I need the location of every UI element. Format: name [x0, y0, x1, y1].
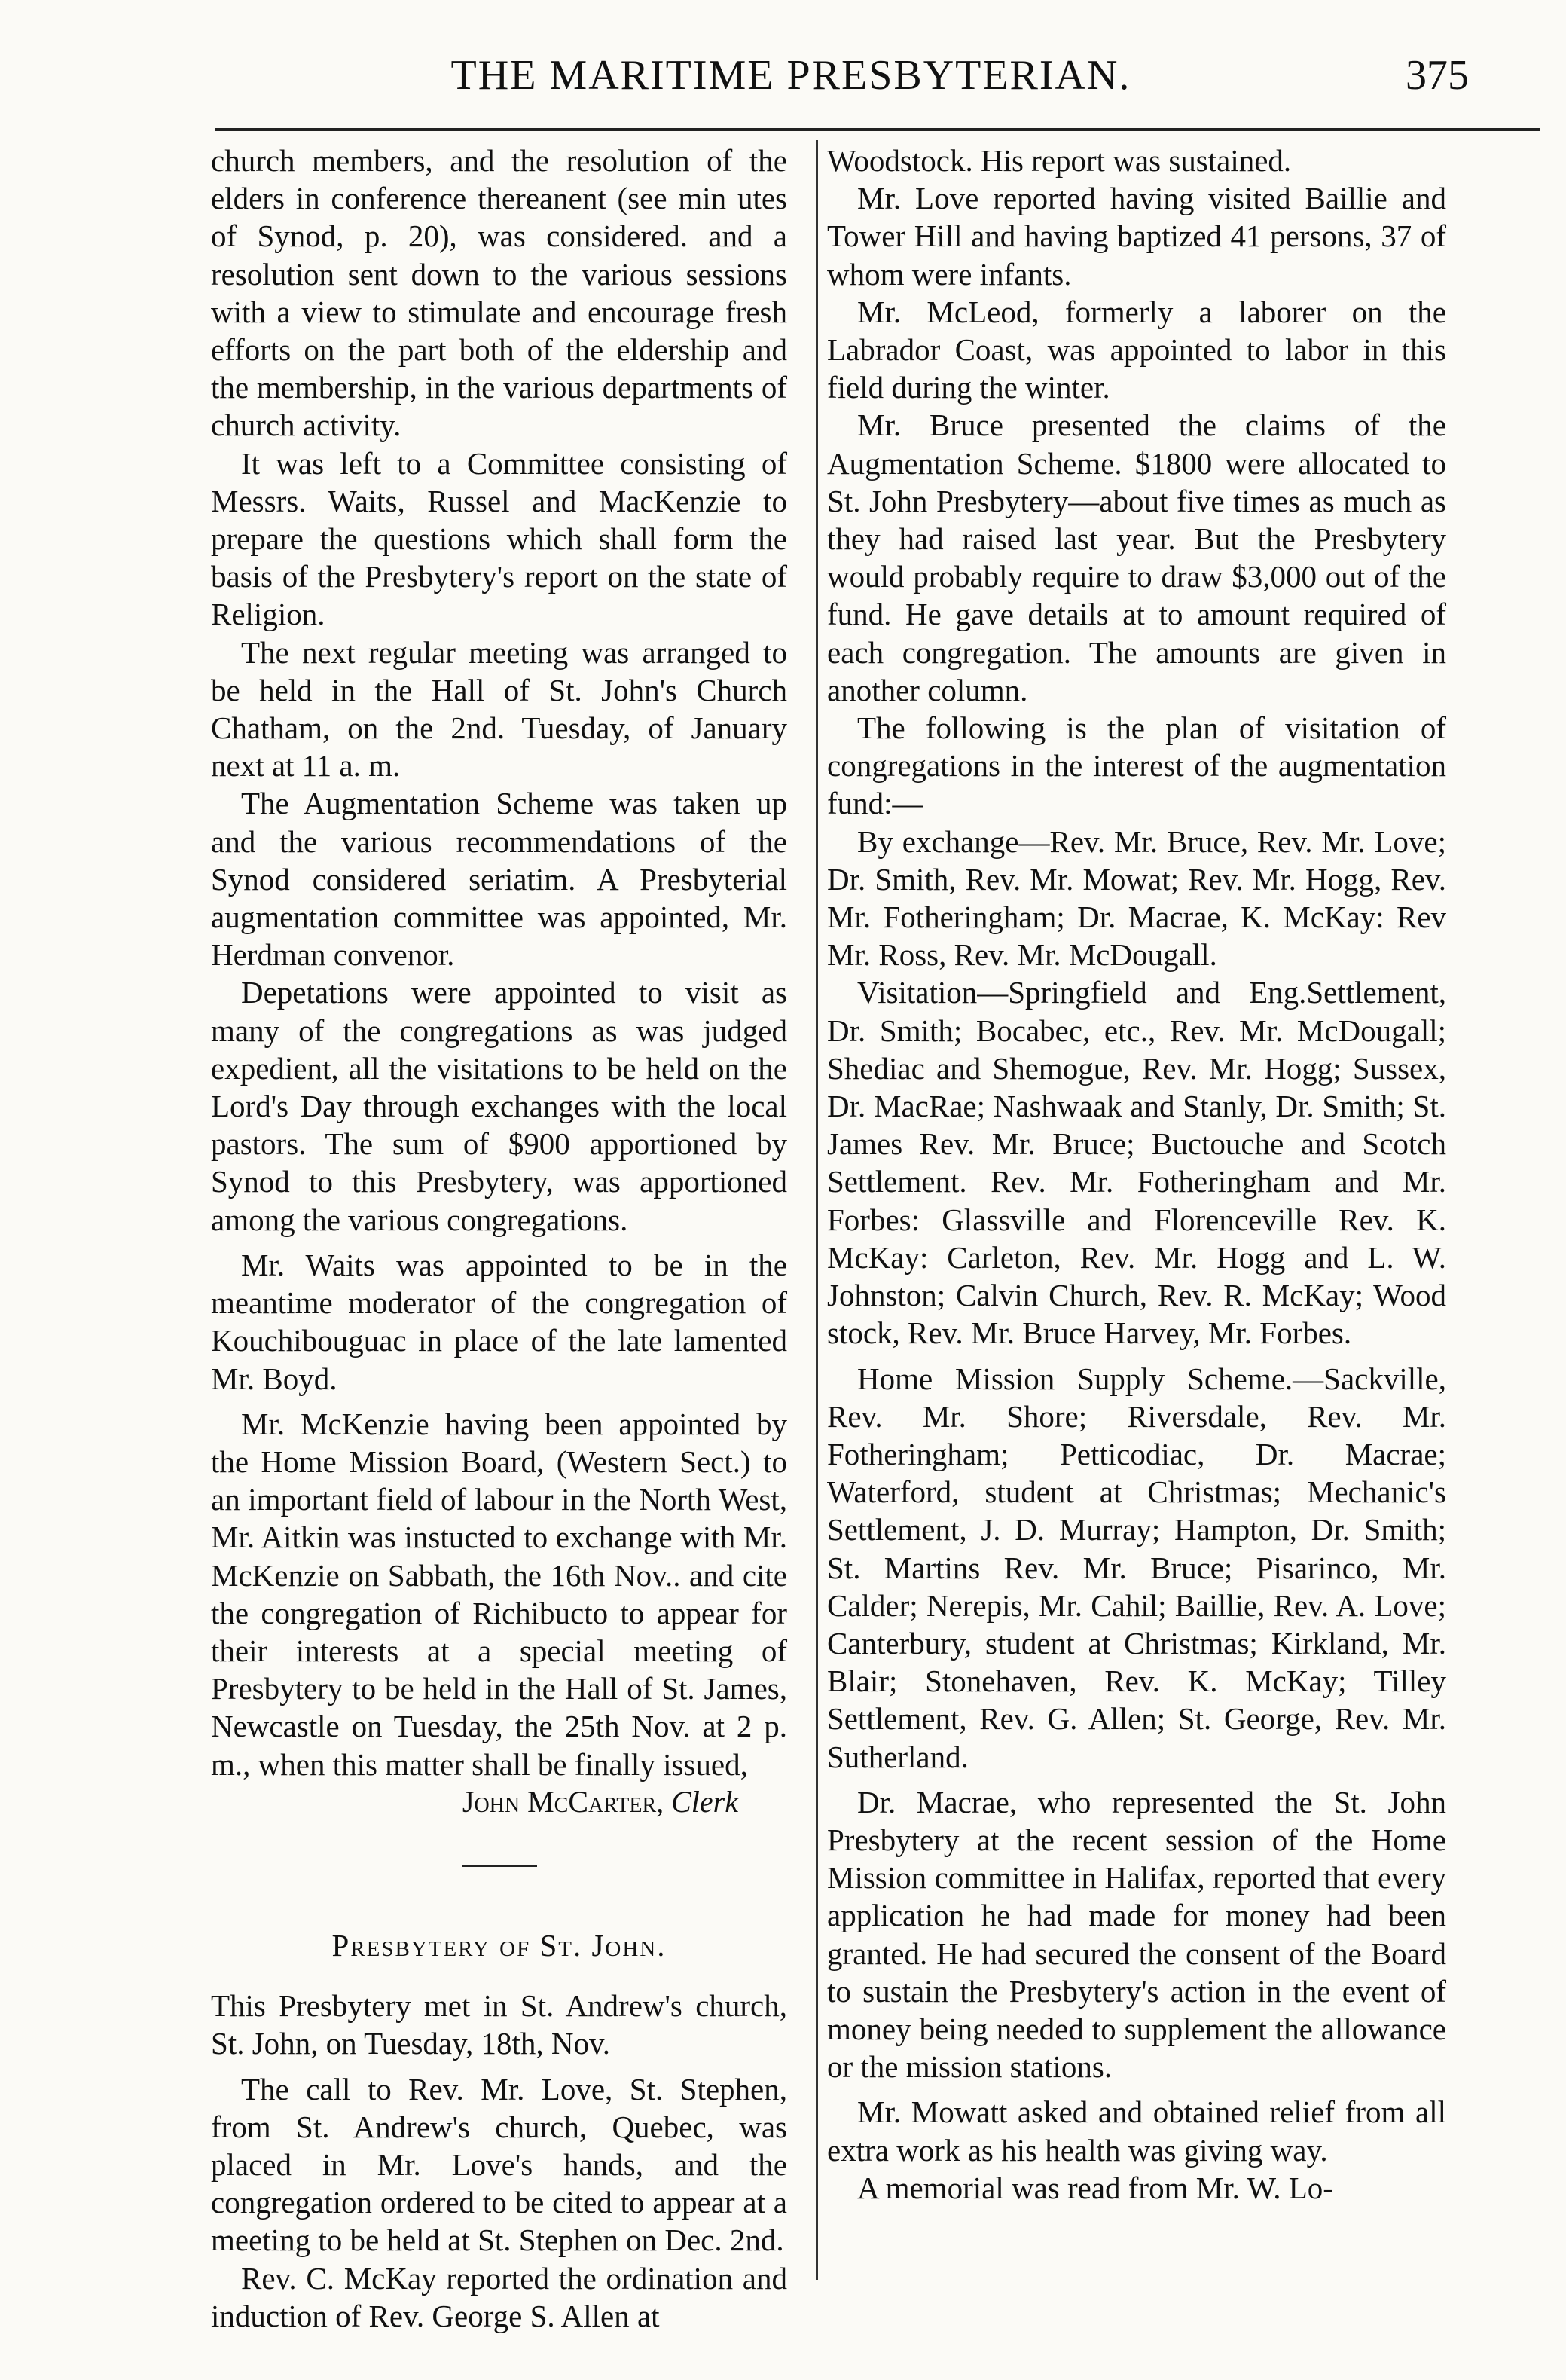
- paragraph: Dr. Macrae, who represented the St. John Presbytery at the recent session of the Home Mission committee in Halifax, reported that every application he had made for money had been granted. He had secured the consent of the Board to sustain the Presbytery's action in the event of money being needed to supplement the allowance or the mission stations.: [827, 1784, 1446, 2085]
- paragraph: By exchange—Rev. Mr. Bruce, Rev. Mr. Love; Dr. Smith, Rev. Mr. Mowat; Rev. Mr. Hogg, Rev. Mr. Fotheringham; Dr. Macrae, K. McKay: Rev Mr. Ross, Rev. Mr. McDougall.: [827, 823, 1446, 973]
- header-rule: [215, 128, 1540, 131]
- paragraph: It was left to a Committee consisting of Messrs. Waits, Russel and MacKenzie to prepare the questions which shall form the basis of the Presbytery's report on the state of Religion.: [211, 445, 787, 632]
- journal-title: THE MARITIME PRESBYTERIAN.: [450, 52, 1131, 99]
- clerk-signature: [211, 1783, 787, 1821]
- running-header: [98, 45, 1484, 113]
- section-heading: Presbytery of St. John.: [331, 1927, 667, 1963]
- paragraph: A memorial was read from Mr. W. Lo-: [857, 2170, 1333, 2205]
- paragraph: Woodstock. His report was sustained.: [827, 143, 1292, 178]
- paragraph: Mr. Love reported having visited Baillie and Tower Hill and having baptized 41 persons, 37 of whom were infants.: [827, 181, 1446, 292]
- paragraph: The Augmentation Scheme was taken up and the various recommendations of the Synod considered seriatim. A Presbyterial augmentation committee was appointed, Mr. Herdman convenor.: [211, 786, 787, 973]
- paragraph: Visitation—Springfield and Eng.Settlement, Dr. Smith; Bocabec, etc., Rev. Mr. McDougall; Shediac and Shemogue, Rev. Mr. Hogg; Sussex, Dr. MacRae; Nashwaak and Stanly, Dr. Smith; St. James Rev. Mr. Bruce; Buctouche and Scotch Settlement. Rev. Mr. Fotheringham and Mr. Forbes: Glassville and Florenceville Rev. K. McKay: Carleton, Rev. Mr. Hogg and L. W. Johnston; Calvin Church, Rev. R. McKay; Wood stock, Rev. Mr. Bruce Harvey, Mr. Forbes.: [827, 975, 1446, 1351]
- paragraph: The call to Rev. Mr. Love, St. Stephen, from St. Andrew's church, Quebec, was placed in Mr. Love's hands, and the congregation ordered to be cited to appear at a meeting to be held at St. Stephen on Dec. 2nd.: [211, 2071, 787, 2258]
- paragraph: Rev. C. McKay reported the ordination and induction of Rev. George S. Allen at: [211, 2260, 787, 2333]
- paragraph: The next regular meeting was arranged to be held in the Hall of St. John's Church Chatham, on the 2nd. Tuesday, of January next at 11 a. m.: [211, 634, 787, 784]
- short-rule: [462, 1865, 537, 1867]
- paragraph: This Presbytery met in St. Andrew's church, St. John, on Tuesday, 18th, Nov.: [211, 1988, 787, 2061]
- paragraph: The following is the plan of visitation of congregations in the interest of the augmentation fund:—: [827, 710, 1446, 821]
- right-column: [827, 142, 1446, 2207]
- paragraph: Mr. Bruce presented the claims of the Augmentation Scheme. $1800 were allocated to St. John Presbytery—about five times as much as they had raised last year. But the Presbytery would probably require to draw $3,000 out of the fund. He gave details at to amount required of each congregation. The amounts are given in another column.: [827, 408, 1446, 707]
- clerk-name: John McCarter,: [462, 1784, 664, 1819]
- section-divider: [211, 1821, 787, 1896]
- clerk-title: Clerk: [671, 1784, 738, 1819]
- column-divider-rule: [816, 140, 818, 2280]
- page-number: 375: [1406, 52, 1469, 99]
- paragraph: church members, and the resolution of the elders in conference thereanent (see min utes of Synod, p. 20), was considered. and a resolution sent down to the various sessions with a view to stimulate and encourage fresh efforts on the part both of the eldership and the membership, in the various departments of church activity.: [211, 143, 787, 443]
- paragraph: Mr. McLeod, formerly a laborer on the Labrador Coast, was appointed to labor in this field during the winter.: [827, 294, 1446, 405]
- paragraph: Depetations were appointed to visit as many of the congregations as was judged expedient, all the visitations to be held on the Lord's Day through exchanges with the local pastors. The sum of $900 apportioned by Synod to this Presbytery, was apportioned among the various congregations.: [211, 975, 787, 1237]
- paragraph: Home Mission Supply Scheme.—Sackville, Rev. Mr. Shore; Riversdale, Rev. Mr. Fotheringham; Petticodiac, Dr. Macrae; Waterford, student at Christmas; Mechanic's Settlement, J. D. Murray; Hampton, Dr. Smith; St. Martins Rev. Mr. Bruce; Pisarinco, Mr. Calder; Nerepis, Mr. Cahil; Baillie, Rev. A. Love; Canterbury, student at Christmas; Kirkland, Mr. Blair; Stonehaven, Rev. K. McKay; Tilley Settlement, Rev. G. Allen; St. George, Rev. Mr. Sutherland.: [827, 1361, 1446, 1774]
- paragraph: Mr. McKenzie having been appointed by the Home Mission Board, (Western Sect.) to an important field of labour in the North West, Mr. Aitkin was instucted to exchange with Mr. McKenzie on Sabbath, the 16th Nov.. and cite the congregation of Richibucto to appear for their interests at a special meeting of Presbytery to be held in the Hall of St. James, Newcastle on Tuesday, the 25th Nov. at 2 p. m., when this matter shall be finally issued,: [211, 1406, 787, 1782]
- left-column: [211, 142, 787, 2335]
- paragraph: Mr. Mowatt asked and obtained relief from all extra work as his health was giving way.: [827, 2094, 1446, 2168]
- paragraph: Mr. Waits was appointed to be in the meantime moderator of the congregation of Kouchibouguac in place of the late lamented Mr. Boyd.: [211, 1247, 787, 1396]
